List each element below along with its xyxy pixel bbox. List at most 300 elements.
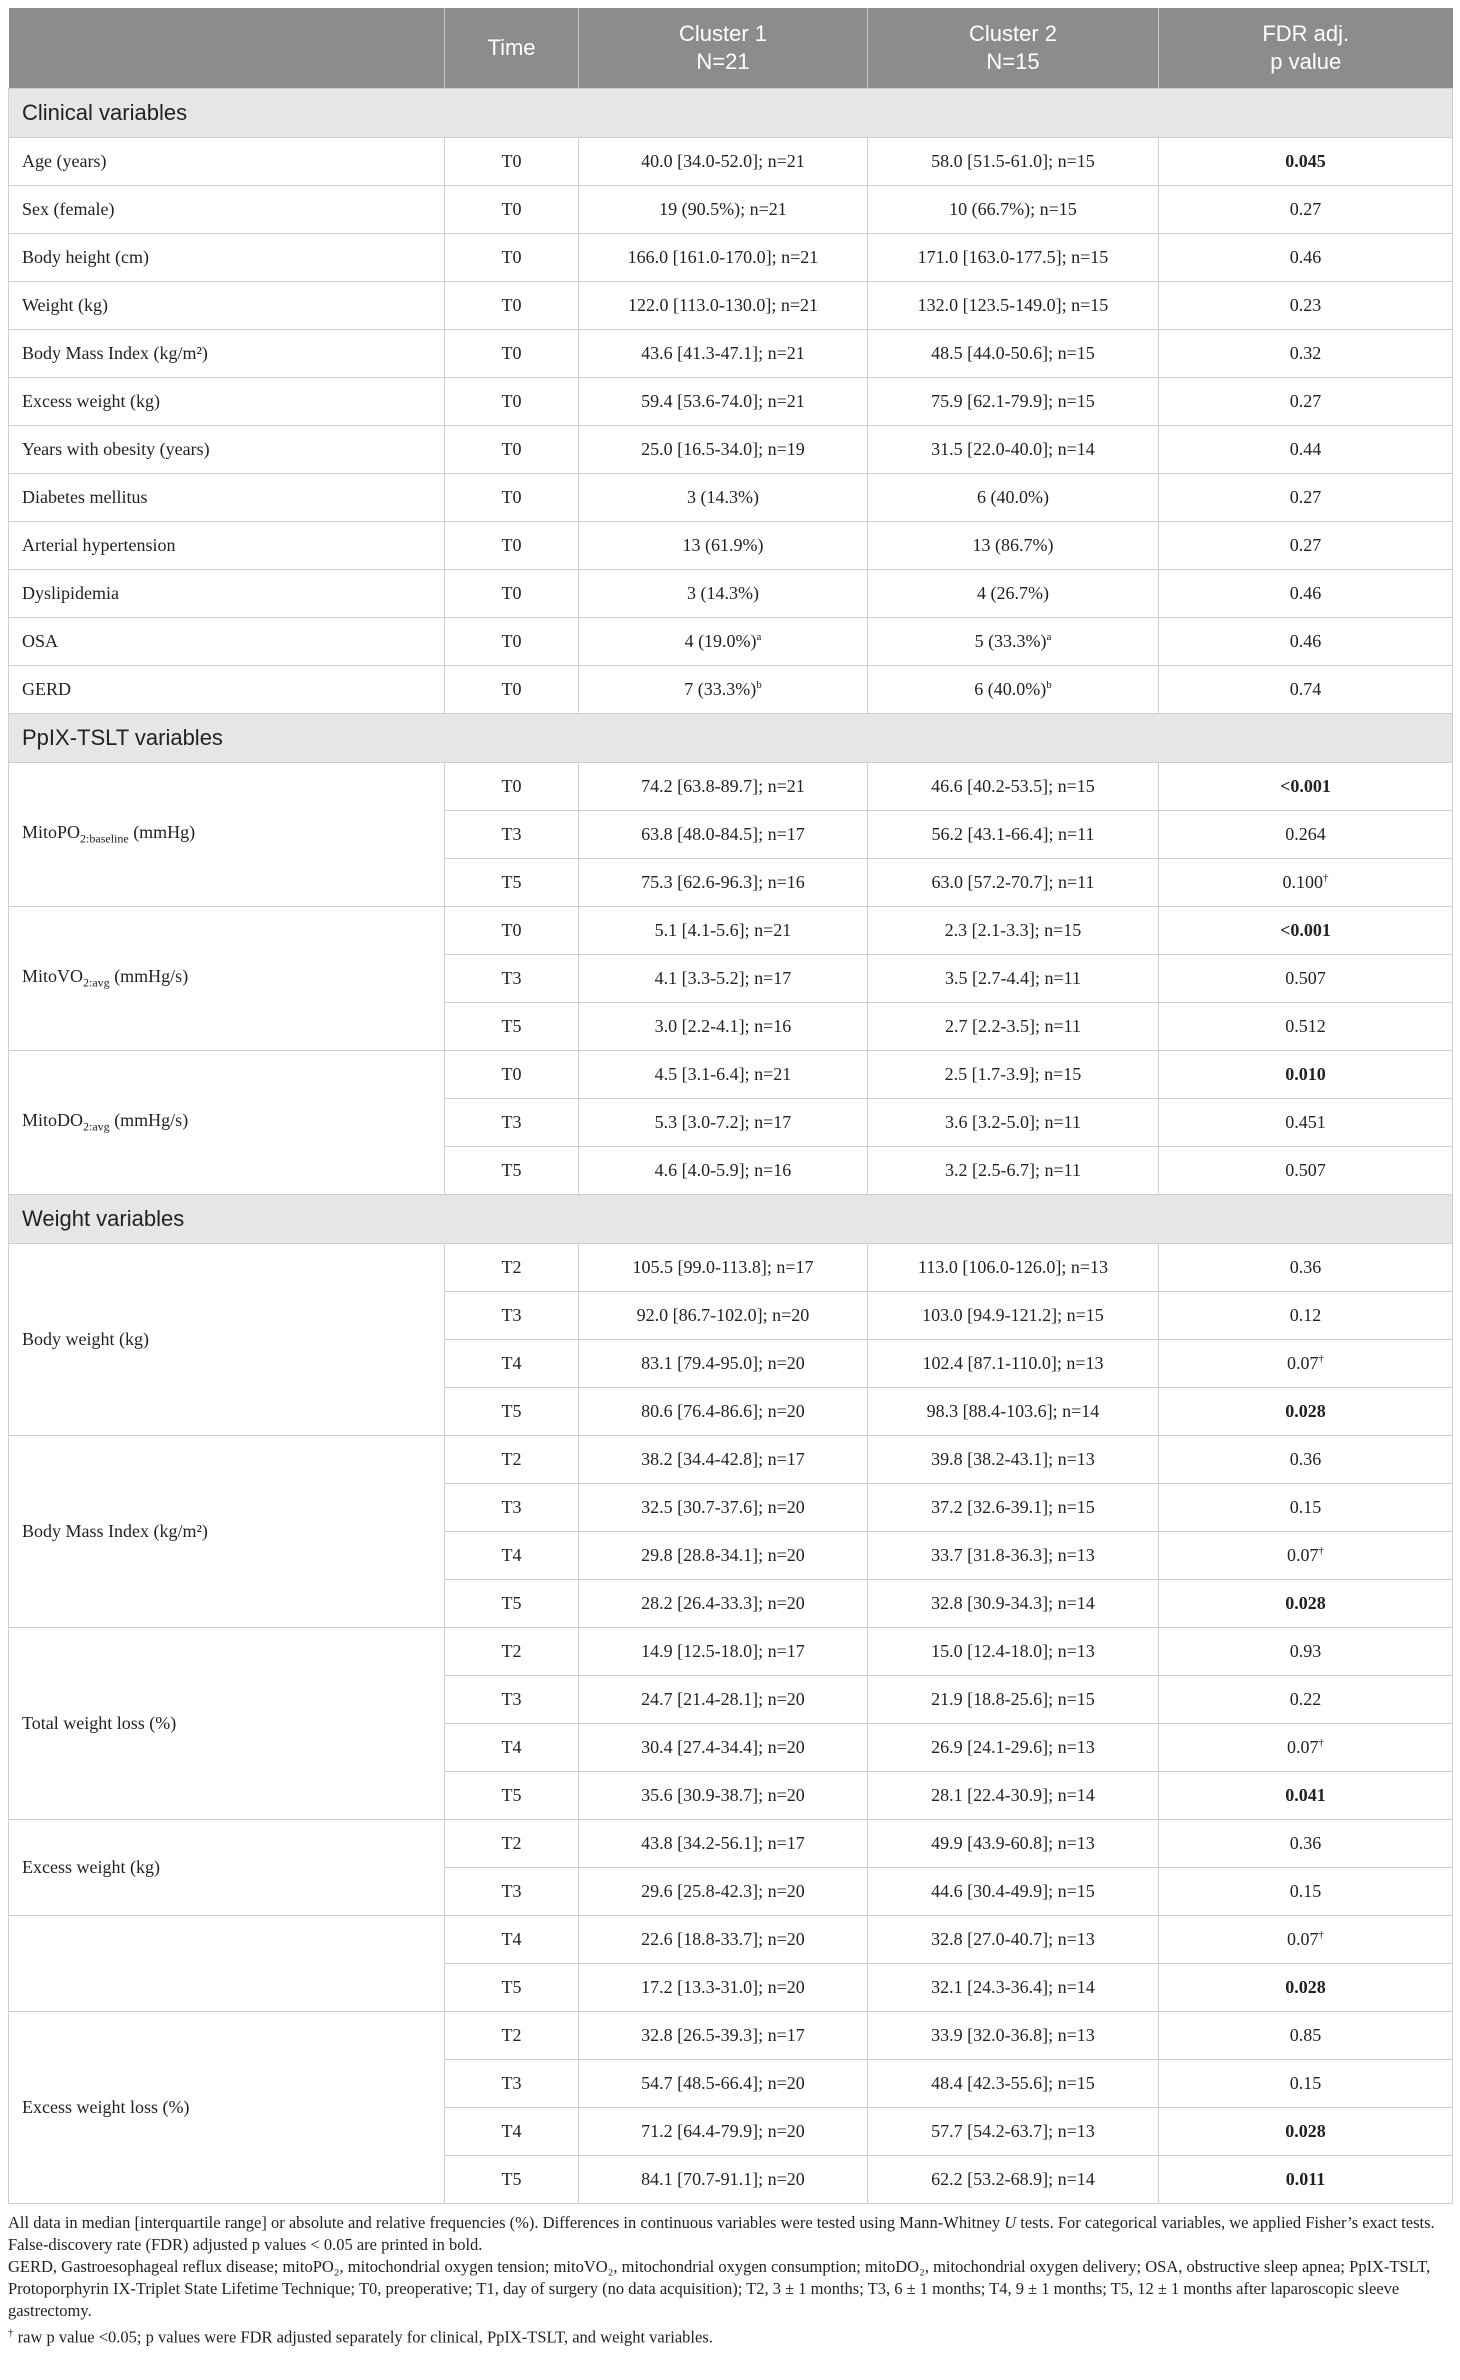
variable-unit: (mmHg) [128,822,196,843]
footnote-marker: b [1046,679,1052,691]
header-pvalue [1159,8,1453,89]
cluster1-cell [579,474,868,522]
cluster2-value: 171.0 [163.0-177.5]; n=15 [917,247,1109,267]
time-cell: T0 [445,522,579,570]
cluster1-cell [579,1003,868,1051]
time-cell: T5 [445,1964,579,2012]
time-cell: T4 [445,2108,579,2156]
time-cell: T0 [445,1051,579,1099]
table-row [9,522,1453,570]
cluster1-value: 3.0 [2.2-4.1]; n=16 [654,1016,792,1036]
cluster1-cell [579,570,868,618]
pvalue-text: 0.46 [1289,583,1322,603]
pvalue-cell [1159,618,1453,666]
time-cell: T3 [445,1292,579,1340]
section-title: Weight variables [9,1195,1453,1244]
cluster1-cell [579,522,868,570]
cluster1-value: 75.3 [62.6-96.3]; n=16 [641,872,805,892]
variable-cell [9,1051,445,1195]
cluster1-cell [579,1628,868,1676]
pvalue-text: 0.46 [1289,247,1322,267]
cluster2-cell [868,1532,1159,1580]
time-cell: T4 [445,1916,579,1964]
pvalue-cell [1159,1676,1453,1724]
cluster2-value: 3.2 [2.5-6.7]; n=11 [945,1160,1081,1180]
cluster2-cell [868,1772,1159,1820]
pvalue-text: 0.264 [1285,824,1326,844]
table-row [9,378,1453,426]
pvalue-text: 0.010 [1285,1064,1326,1084]
cluster1-value: 84.1 [70.7-91.1]; n=20 [641,2169,805,2189]
cluster2-cell [868,1388,1159,1436]
table-row [9,1820,1453,1868]
pvalue-text: 0.12 [1289,1305,1322,1325]
cluster2-value: 21.9 [18.8-25.6]; n=15 [931,1689,1095,1709]
time-cell: T3 [445,2060,579,2108]
pvalue-cell [1159,138,1453,186]
cluster1-value: 4.6 [4.0-5.9]; n=16 [654,1160,792,1180]
time-cell: T4 [445,1340,579,1388]
cluster1-value: 13 (61.9%) [682,535,764,555]
cluster2-value: 37.2 [32.6-39.1]; n=15 [931,1497,1095,1517]
table-row [9,618,1453,666]
variable-cell: Excess weight (kg) [9,1820,445,1916]
cluster1-cell [579,2060,868,2108]
time-cell: T5 [445,1003,579,1051]
time-cell: T0 [445,282,579,330]
cluster1-value: 40.0 [34.0-52.0]; n=21 [641,151,805,171]
pvalue-cell [1159,1292,1453,1340]
cluster1-value: 4.1 [3.3-5.2]; n=17 [654,968,792,988]
table-row [9,330,1453,378]
pvalue-cell [1159,1147,1453,1195]
pvalue-text: 0.507 [1285,968,1326,988]
section-title: PpIX-TSLT variables [9,714,1453,763]
cluster1-value: 17.2 [13.3-31.0]; n=20 [641,1977,805,1997]
cluster2-value: 49.9 [43.9-60.8]; n=13 [931,1833,1095,1853]
cluster1-value: 63.8 [48.0-84.5]; n=17 [641,824,805,844]
pvalue-text: 0.32 [1289,343,1322,363]
cluster2-cell [868,811,1159,859]
footnote-methods-b: tests. For categorical variables, we applied Fisher’s exact tests. False-discovery rate (FDR) adjusted p values < 0.05 are printed in bold. [8,2213,1435,2254]
pvalue-cell [1159,474,1453,522]
variable-cell: Weight (kg) [9,282,445,330]
variable-cell: Body weight (kg) [9,1244,445,1436]
pvalue-cell [1159,1388,1453,1436]
header-cluster1-name: Cluster 1 [678,21,768,46]
pvalue-cell [1159,1916,1453,1964]
pvalue-cell [1159,1820,1453,1868]
cluster1-cell [579,138,868,186]
variable-unit: (mmHg/s) [109,1110,189,1131]
header-variable [9,8,445,89]
time-cell: T4 [445,1724,579,1772]
variable-cell [9,763,445,907]
cluster2-value: 113.0 [106.0-126.0]; n=13 [918,1257,1108,1277]
footnote-methods-a: All data in median [interquartile range] or absolute and relative frequencies (%). Differences in continuous variables were tested using Mann-Whitney [8,2213,1005,2232]
cluster2-cell [868,1484,1159,1532]
pvalue-text: 0.512 [1285,1016,1326,1036]
cluster1-value: 29.6 [25.8-42.3]; n=20 [641,1881,805,1901]
cluster2-cell [868,907,1159,955]
dagger-marker: † [1318,1353,1324,1365]
table-row [9,666,1453,714]
cluster2-cell [868,330,1159,378]
table-wrapper [8,8,1452,2349]
pvalue-cell [1159,1244,1453,1292]
cluster1-cell [579,1580,868,1628]
cluster1-value: 5.1 [4.1-5.6]; n=21 [654,920,792,940]
cluster2-cell [868,2108,1159,2156]
variable-subscript: 2:avg [83,1119,110,1134]
cluster1-value: 14.9 [12.5-18.0]; n=17 [641,1641,805,1661]
table-row [9,138,1453,186]
time-cell: T3 [445,1868,579,1916]
pvalue-cell [1159,570,1453,618]
header-cluster1 [579,8,868,89]
variable-cell: GERD [9,666,445,714]
cluster2-cell [868,474,1159,522]
header-cluster2-n: N=15 [986,49,1040,74]
cluster2-cell [868,1003,1159,1051]
time-cell: T5 [445,1580,579,1628]
cluster2-value: 56.2 [43.1-66.4]; n=11 [931,824,1095,844]
table-row [9,474,1453,522]
cluster2-value: 31.5 [22.0-40.0]; n=14 [931,439,1095,459]
cluster1-cell [579,1532,868,1580]
table-row [9,907,1453,955]
cluster1-value: 28.2 [26.4-33.3]; n=20 [641,1593,805,1613]
pvalue-text: 0.451 [1285,1112,1326,1132]
dagger-marker: † [1323,872,1329,884]
header-cluster2 [868,8,1159,89]
cluster2-value: 132.0 [123.5-149.0]; n=15 [917,295,1109,315]
cluster2-value: 2.5 [1.7-3.9]; n=15 [944,1064,1082,1084]
time-cell: T2 [445,1244,579,1292]
cluster1-cell [579,1388,868,1436]
section-row-ppix [9,714,1453,763]
pvalue-cell [1159,907,1453,955]
variable-cell: Sex (female) [9,186,445,234]
cluster1-cell [579,426,868,474]
cluster2-cell [868,1051,1159,1099]
cluster1-cell [579,1820,868,1868]
pvalue-cell [1159,1580,1453,1628]
time-cell: T0 [445,330,579,378]
section-row-weight [9,1195,1453,1244]
cluster1-cell [579,1676,868,1724]
dagger-marker: † [1318,1545,1324,1557]
cluster2-value: 32.8 [27.0-40.7]; n=13 [931,1929,1095,1949]
cluster1-value: 32.8 [26.5-39.3]; n=17 [641,2025,805,2045]
header-cluster1-n: N=21 [696,49,750,74]
pvalue-text: 0.028 [1285,1401,1326,1421]
footnote-marker: a [1046,631,1052,643]
pvalue-cell [1159,2012,1453,2060]
pvalue-text: 0.36 [1289,1257,1322,1277]
cluster2-value: 63.0 [57.2-70.7]; n=11 [931,872,1095,892]
cluster2-cell [868,1099,1159,1147]
pvalue-text: 0.74 [1289,679,1322,699]
cluster2-cell [868,1628,1159,1676]
pvalue-text: 0.36 [1289,1833,1322,1853]
pvalue-cell [1159,2060,1453,2108]
cluster1-value: 92.0 [86.7-102.0]; n=20 [636,1305,810,1325]
variable-cell: Total weight loss (%) [9,1628,445,1820]
cluster1-value: 38.2 [34.4-42.8]; n=17 [641,1449,805,1469]
cluster1-cell [579,1772,868,1820]
cluster1-value: 80.6 [76.4-86.6]; n=20 [641,1401,805,1421]
pvalue-cell [1159,2156,1453,2204]
cluster2-cell [868,1340,1159,1388]
cluster1-value: 122.0 [113.0-130.0]; n=21 [628,295,818,315]
header-pvalue-line1: FDR adj. [1262,21,1350,46]
pvalue-text: <0.001 [1280,776,1331,796]
cluster2-cell [868,1436,1159,1484]
cluster1-cell [579,186,868,234]
cluster1-cell [579,1868,868,1916]
time-cell: T5 [445,2156,579,2204]
cluster2-value: 6 (40.0%) [977,487,1049,507]
cluster1-cell [579,1292,868,1340]
cluster1-cell [579,1436,868,1484]
variable-cell: Age (years) [9,138,445,186]
cluster1-value: 71.2 [64.4-79.9]; n=20 [641,2121,805,2141]
variable-cell [9,1916,445,2012]
cluster1-value: 3 (14.3%) [687,583,759,603]
pvalue-text: 0.07 [1287,1545,1319,1565]
pvalue-cell [1159,330,1453,378]
cluster2-cell [868,234,1159,282]
cluster1-value: 19 (90.5%); n=21 [659,199,787,219]
pvalue-cell [1159,234,1453,282]
pvalue-text: 0.27 [1289,535,1322,555]
cluster2-cell [868,282,1159,330]
cluster1-value: 25.0 [16.5-34.0]; n=19 [641,439,805,459]
pvalue-text: 0.23 [1289,295,1322,315]
time-cell: T3 [445,1676,579,1724]
cluster1-cell [579,1244,868,1292]
table-row [9,1628,1453,1676]
variable-subscript: 2:avg [83,975,110,990]
cluster1-cell [579,2012,868,2060]
cluster2-cell [868,570,1159,618]
cluster2-value: 62.2 [53.2-68.9]; n=14 [931,2169,1095,2189]
cluster1-value: 24.7 [21.4-28.1]; n=20 [641,1689,805,1709]
pvalue-cell [1159,426,1453,474]
pvalue-cell [1159,1964,1453,2012]
cluster1-cell [579,1484,868,1532]
variable-cell: Body Mass Index (kg/m²) [9,330,445,378]
cluster2-value: 3.6 [3.2-5.0]; n=11 [945,1112,1081,1132]
table-row [9,186,1453,234]
pvalue-cell [1159,955,1453,1003]
cluster2-value: 58.0 [51.5-61.0]; n=15 [931,151,1095,171]
pvalue-cell [1159,282,1453,330]
table-row [9,234,1453,282]
footnote-methods-u: U [1004,2213,1017,2232]
pvalue-text: 0.07 [1287,1737,1319,1757]
time-cell: T3 [445,811,579,859]
cluster2-cell [868,1868,1159,1916]
cluster2-cell [868,763,1159,811]
time-cell: T0 [445,234,579,282]
pvalue-cell [1159,859,1453,907]
cluster1-value: 83.1 [79.4-95.0]; n=20 [641,1353,805,1373]
footnote-abbreviations: GERD, Gastroesophageal reflux disease; mitoPO₂, mitochondrial oxygen tension; mitoVO₂, mitochondrial oxygen consumption; mitoDO₂, mitochondrial oxygen delivery; OSA, obstructive sleep apnea; PpIX-TSLT, Protoporphyrin IX-Triplet State Lifetime Technique; T0, preoperative; T1, day of surgery (no data acquisition); T2, 3 ± 1 months; T3, 6 ± 1 months; T4, 9 ± 1 months; T5, 12 ± 1 months after laparoscopic sleeve gastrectomy. [8,2257,1431,2320]
cluster2-cell [868,1964,1159,2012]
pvalue-cell [1159,1628,1453,1676]
cluster2-cell [868,859,1159,907]
pvalue-text: 0.100 [1282,872,1323,892]
cluster2-cell [868,955,1159,1003]
cluster2-cell [868,138,1159,186]
cluster2-value: 13 (86.7%) [972,535,1054,555]
time-cell: T5 [445,1147,579,1195]
pvalue-text: 0.93 [1289,1641,1322,1661]
cluster2-value: 32.8 [30.9-34.3]; n=14 [931,1593,1095,1613]
cluster1-cell [579,907,868,955]
time-cell: T0 [445,426,579,474]
cluster1-cell [579,378,868,426]
time-cell: T2 [445,1436,579,1484]
cluster2-value: 4 (26.7%) [977,583,1049,603]
variable-cell: Arterial hypertension [9,522,445,570]
cluster1-value: 4.5 [3.1-6.4]; n=21 [654,1064,792,1084]
section-row-clinical [9,89,1453,138]
variable-cell: Dyslipidemia [9,570,445,618]
time-cell: T0 [445,138,579,186]
cluster2-value: 6 (40.0%) [974,679,1047,699]
cluster1-value: 3 (14.3%) [687,487,759,507]
variable-cell [9,907,445,1051]
variable-unit: (mmHg/s) [109,966,189,987]
table-row [9,426,1453,474]
cluster2-cell [868,186,1159,234]
cluster2-cell [868,2060,1159,2108]
cluster1-value: 4 (19.0%) [684,631,757,651]
cluster2-value: 102.4 [87.1-110.0]; n=13 [922,1353,1104,1373]
time-cell: T5 [445,1772,579,1820]
cluster1-value: 74.2 [63.8-89.7]; n=21 [641,776,805,796]
header-pvalue-line2: p value [1270,49,1342,74]
time-cell: T4 [445,1532,579,1580]
pvalue-text: 0.028 [1285,2121,1326,2141]
cluster2-value: 46.6 [40.2-53.5]; n=15 [931,776,1095,796]
cluster2-cell [868,618,1159,666]
cluster1-value: 166.0 [161.0-170.0]; n=21 [627,247,819,267]
footnote-marker: a [756,631,762,643]
variable-cell: Body Mass Index (kg/m²) [9,1436,445,1628]
cluster2-cell [868,1820,1159,1868]
cluster2-value: 39.8 [38.2-43.1]; n=13 [931,1449,1095,1469]
footnote-methods [8,2212,1452,2256]
variable-main: MitoPO [22,822,81,843]
cluster2-value: 32.1 [24.3-36.4]; n=14 [931,1977,1095,1997]
time-cell: T0 [445,378,579,426]
time-cell: T0 [445,186,579,234]
cluster2-cell [868,426,1159,474]
cluster2-cell [868,1916,1159,1964]
table-row [9,570,1453,618]
pvalue-text: <0.001 [1280,920,1331,940]
table-row [9,1244,1453,1292]
cluster2-cell [868,1580,1159,1628]
pvalue-text: 0.045 [1285,151,1326,171]
pvalue-cell [1159,1051,1453,1099]
table-header [9,8,1453,89]
cluster1-cell [579,811,868,859]
cluster1-cell [579,859,868,907]
pvalue-cell [1159,1484,1453,1532]
cluster1-cell [579,1916,868,1964]
time-cell: T0 [445,570,579,618]
cluster1-cell [579,955,868,1003]
variable-cell: Body height (cm) [9,234,445,282]
pvalue-text: 0.15 [1289,2073,1322,2093]
pvalue-cell [1159,186,1453,234]
time-cell: T5 [445,859,579,907]
pvalue-cell [1159,1099,1453,1147]
cluster1-cell [579,1051,868,1099]
pvalue-text: 0.27 [1289,391,1322,411]
time-cell: T5 [445,1388,579,1436]
pvalue-text: 0.07 [1287,1929,1319,1949]
variable-main: MitoVO [22,966,84,987]
cluster2-cell [868,378,1159,426]
variable-main: MitoDO [22,1110,84,1131]
cluster2-value: 48.5 [44.0-50.6]; n=15 [931,343,1095,363]
table-row [9,1051,1453,1099]
variable-cell: OSA [9,618,445,666]
table-row [9,282,1453,330]
pvalue-text: 0.041 [1285,1785,1326,1805]
pvalue-text: 0.85 [1289,2025,1322,2045]
time-cell: T0 [445,474,579,522]
variable-cell: Excess weight (kg) [9,378,445,426]
pvalue-cell [1159,378,1453,426]
results-table [8,8,1453,2204]
pvalue-text: 0.22 [1289,1689,1322,1709]
cluster2-value: 98.3 [88.4-103.6]; n=14 [926,1401,1100,1421]
pvalue-cell [1159,2108,1453,2156]
cluster1-value: 59.4 [53.6-74.0]; n=21 [641,391,805,411]
pvalue-cell [1159,1003,1453,1051]
cluster2-value: 10 (66.7%); n=15 [949,199,1077,219]
footnote-dagger-mark: † [8,2327,14,2339]
pvalue-cell [1159,1772,1453,1820]
cluster1-cell [579,2156,868,2204]
pvalue-text: 0.44 [1289,439,1322,459]
header-time: Time [445,8,579,89]
dagger-marker: † [1318,1737,1324,1749]
table-body [9,89,1453,2204]
cluster2-cell [868,2012,1159,2060]
cluster2-value: 28.1 [22.4-30.9]; n=14 [931,1785,1095,1805]
cluster1-value: 105.5 [99.0-113.8]; n=17 [632,1257,814,1277]
pvalue-cell [1159,1340,1453,1388]
pvalue-text: 0.011 [1285,2169,1326,2189]
cluster1-cell [579,2108,868,2156]
pvalue-text: 0.15 [1289,1881,1322,1901]
variable-cell: Years with obesity (years) [9,426,445,474]
cluster2-cell [868,2156,1159,2204]
cluster2-value: 2.3 [2.1-3.3]; n=15 [944,920,1082,940]
cluster2-value: 26.9 [24.1-29.6]; n=13 [931,1737,1095,1757]
cluster1-cell [579,1964,868,2012]
table-row [9,763,1453,811]
pvalue-cell [1159,522,1453,570]
